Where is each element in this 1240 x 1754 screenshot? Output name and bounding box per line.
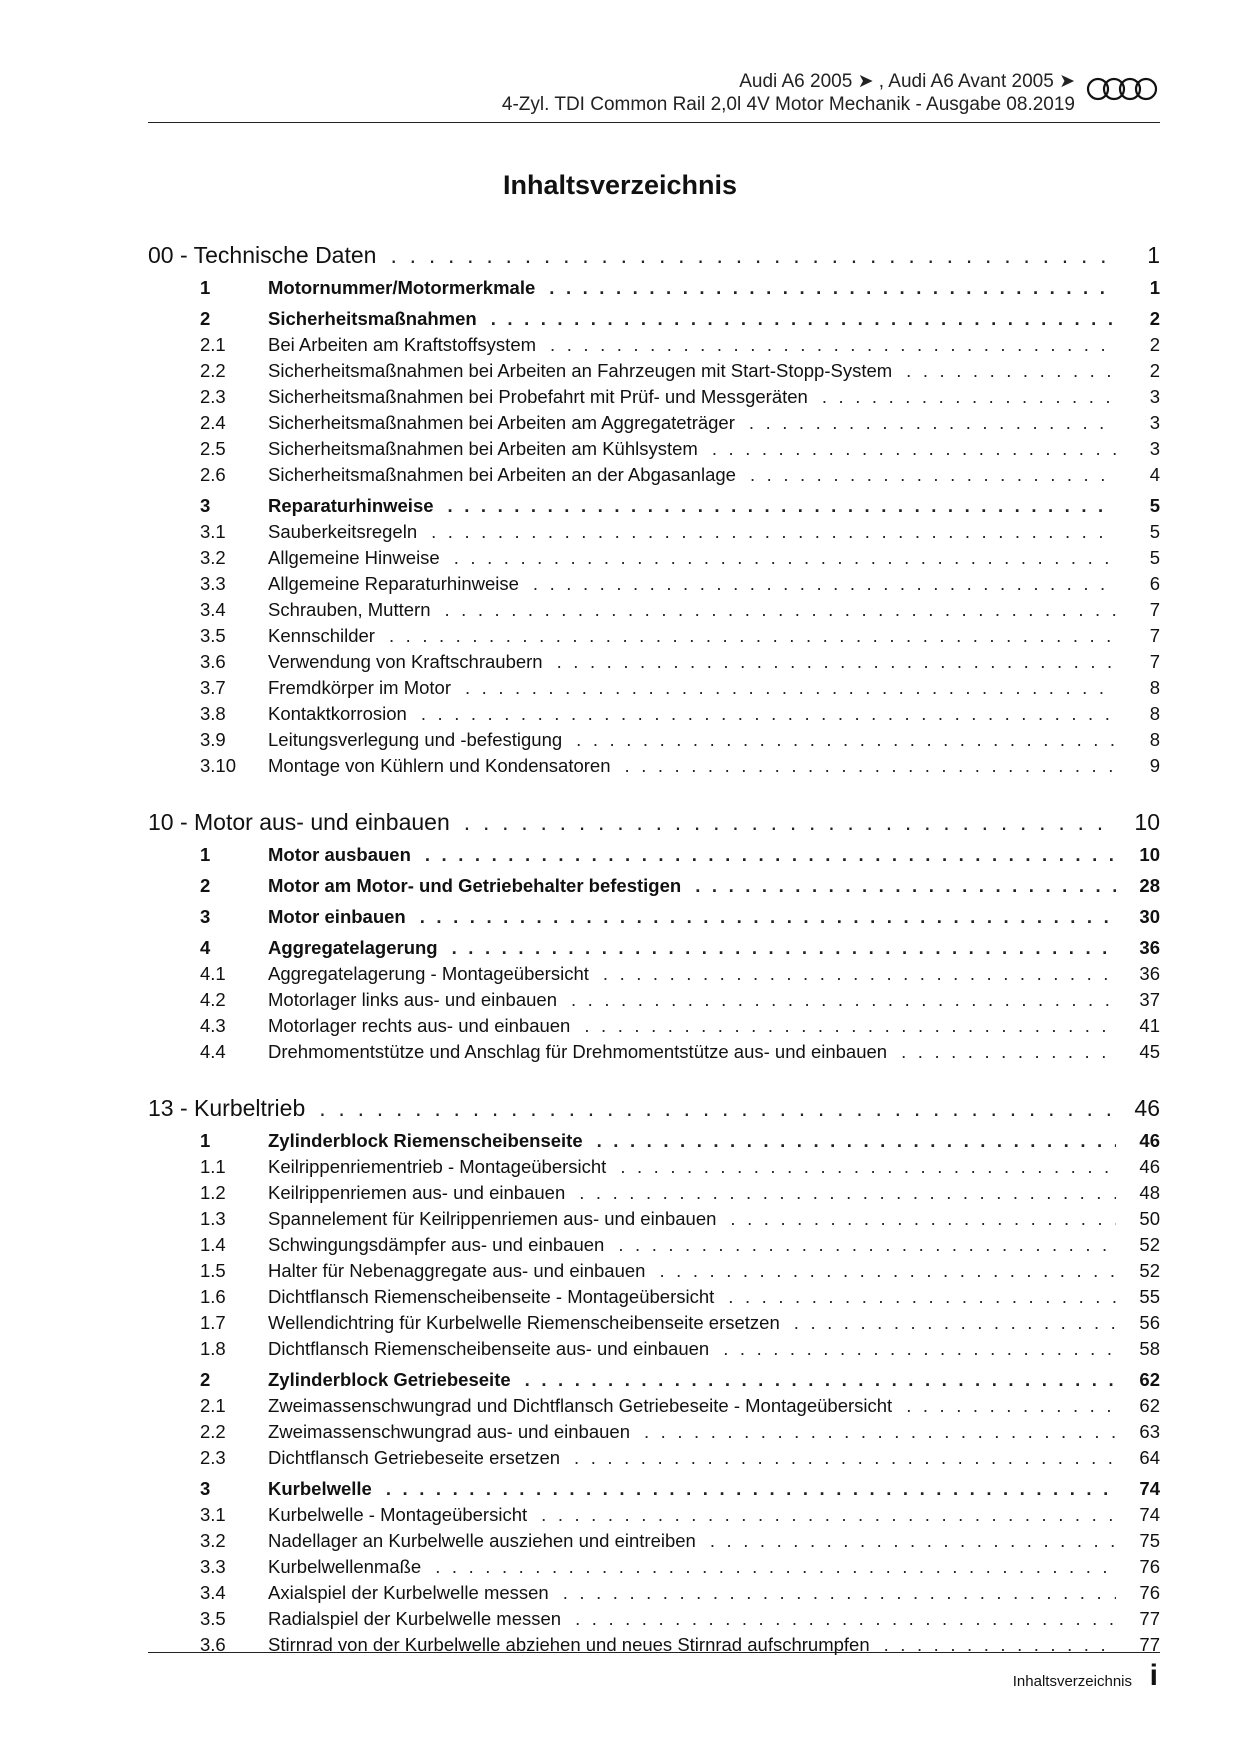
toc-page-number: 41 bbox=[1139, 1015, 1160, 1036]
toc-subsection-number: 2.1 bbox=[200, 334, 226, 355]
toc-subsection-title: Fremdkörper im Motor bbox=[268, 677, 451, 698]
toc-subsection-title: Leitungsverlegung und -befestigung bbox=[268, 729, 563, 750]
toc-subsection-title: Bei Arbeiten am Kraftstoffsystem bbox=[268, 334, 537, 355]
toc-section[interactable] bbox=[148, 844, 1160, 870]
toc-section-number: 1 bbox=[200, 844, 211, 865]
footer-page-number: i bbox=[1149, 1659, 1158, 1692]
toc-leader-dots bbox=[417, 521, 1116, 543]
toc-subsection-number: 1.6 bbox=[200, 1286, 226, 1307]
toc-subsection-title: Montage von Kühlern und Kondensatoren bbox=[268, 755, 611, 776]
toc-subsection-number: 1.2 bbox=[200, 1182, 226, 1203]
toc-leader-dots bbox=[549, 1582, 1116, 1604]
toc-subsection[interactable] bbox=[148, 1530, 1160, 1556]
toc-subsection-number: 3.4 bbox=[200, 1582, 226, 1603]
toc-page-number: 8 bbox=[1149, 703, 1160, 724]
toc-page-number: 4 bbox=[1149, 464, 1160, 485]
toc-subsection-title: Zweimassenschwungrad aus- und einbauen bbox=[268, 1421, 630, 1442]
toc-page-number: 52 bbox=[1139, 1260, 1160, 1281]
toc-page-number: 5 bbox=[1149, 495, 1160, 516]
toc-chapter-title: 00 - Technische Daten bbox=[148, 242, 377, 268]
toc-subsection-title: Schrauben, Muttern bbox=[268, 599, 431, 620]
toc-section[interactable] bbox=[148, 277, 1160, 303]
toc-leader-dots bbox=[565, 1182, 1116, 1204]
toc-subsection-title: Axialspiel der Kurbelwelle messen bbox=[268, 1582, 549, 1603]
toc-chapter[interactable] bbox=[148, 242, 1160, 272]
toc-page-number: 3 bbox=[1149, 412, 1160, 433]
toc-page-number: 36 bbox=[1139, 963, 1160, 984]
toc-section-title: Motor einbauen bbox=[268, 906, 406, 927]
toc-leader-dots bbox=[411, 844, 1116, 866]
toc-leader-dots bbox=[535, 277, 1116, 299]
toc-subsection-number: 1.8 bbox=[200, 1338, 226, 1359]
toc-leader-dots bbox=[438, 937, 1116, 959]
toc-subsection-number: 2.5 bbox=[200, 438, 226, 459]
toc-leader-dots bbox=[611, 755, 1116, 777]
toc-section[interactable] bbox=[148, 308, 1160, 334]
toc-subsection-number: 3.7 bbox=[200, 677, 226, 698]
toc-page-number: 62 bbox=[1139, 1395, 1160, 1416]
toc-subsection[interactable] bbox=[148, 1312, 1160, 1338]
toc-leader-dots bbox=[698, 438, 1116, 460]
toc-leader-dots bbox=[604, 1234, 1116, 1256]
toc-page-number: 7 bbox=[1149, 625, 1160, 646]
toc-page-number: 2 bbox=[1149, 360, 1160, 381]
toc-subsection-number: 3.8 bbox=[200, 703, 226, 724]
header-manual-line: 4-Zyl. TDI Common Rail 2,0l 4V Motor Mechanik - Ausgabe 08.2019 bbox=[501, 94, 1075, 115]
toc-subsection-title: Sauberkeitsregeln bbox=[268, 521, 418, 542]
toc-subsection-number: 3.3 bbox=[200, 1556, 226, 1577]
toc-subsection[interactable] bbox=[148, 438, 1160, 464]
toc-subsection-number: 3.6 bbox=[200, 651, 226, 672]
toc-leader-dots bbox=[892, 1395, 1116, 1417]
toc-leader-dots bbox=[716, 1208, 1116, 1230]
toc-page-number: 9 bbox=[1149, 755, 1160, 776]
toc-subsection[interactable] bbox=[148, 1156, 1160, 1182]
toc-page-number: 7 bbox=[1149, 651, 1160, 672]
toc-leader-dots bbox=[376, 242, 1116, 269]
toc-leader-dots bbox=[511, 1369, 1116, 1391]
toc-subsection-title: Zweimassenschwungrad und Dichtflansch Getriebeseite - Montageübersicht bbox=[268, 1395, 893, 1416]
toc-subsection[interactable] bbox=[148, 1395, 1160, 1421]
toc-subsection[interactable] bbox=[148, 703, 1160, 729]
toc-page-number: 77 bbox=[1139, 1634, 1160, 1655]
toc-leader-dots bbox=[645, 1260, 1116, 1282]
page-header bbox=[148, 70, 1160, 123]
toc-section[interactable] bbox=[148, 937, 1160, 963]
toc-subsection[interactable] bbox=[148, 963, 1160, 989]
toc-section-title: Reparaturhinweise bbox=[268, 495, 434, 516]
toc-subsection[interactable] bbox=[148, 547, 1160, 573]
toc-page-number: 6 bbox=[1149, 573, 1160, 594]
toc-subsection-title: Kurbelwellenmaße bbox=[268, 1556, 422, 1577]
toc-subsection-number: 2.3 bbox=[200, 1447, 226, 1468]
toc-subsection[interactable] bbox=[148, 1447, 1160, 1473]
toc-leader-dots bbox=[450, 809, 1116, 836]
toc-leader-dots bbox=[696, 1530, 1116, 1552]
toc-leader-dots bbox=[562, 729, 1116, 751]
toc-section-title: Aggregatelagerung bbox=[268, 937, 438, 958]
toc-subsection[interactable] bbox=[148, 1234, 1160, 1260]
toc-subsection[interactable] bbox=[148, 1208, 1160, 1234]
toc-subsection-title: Dichtflansch Riemenscheibenseite - Montageübersicht bbox=[268, 1286, 715, 1307]
toc-page-number: 46 bbox=[1139, 1156, 1160, 1177]
toc-page-number: 62 bbox=[1139, 1369, 1160, 1390]
toc-leader-dots bbox=[887, 1041, 1116, 1063]
toc-subsection[interactable] bbox=[148, 1634, 1160, 1660]
toc-subsection-number: 3.1 bbox=[200, 521, 226, 542]
toc-page-number: 5 bbox=[1149, 547, 1160, 568]
toc-subsection-number: 1.5 bbox=[200, 1260, 226, 1281]
toc-section[interactable] bbox=[148, 906, 1160, 932]
toc-leader-dots bbox=[536, 334, 1116, 356]
toc-leader-dots bbox=[406, 906, 1116, 928]
toc-section-title: Motor ausbauen bbox=[268, 844, 411, 865]
toc-subsection-number: 1.4 bbox=[200, 1234, 226, 1255]
toc-section-number: 2 bbox=[200, 308, 211, 329]
toc-page-number: 48 bbox=[1139, 1182, 1160, 1203]
toc-page-number: 52 bbox=[1139, 1234, 1160, 1255]
toc-subsection-number: 1.1 bbox=[200, 1156, 226, 1177]
toc-subsection-number: 3.3 bbox=[200, 573, 226, 594]
toc-subsection-title: Wellendichtring für Kurbelwelle Riemenscheibenseite ersetzen bbox=[268, 1312, 780, 1333]
toc-subsection[interactable] bbox=[148, 1041, 1160, 1067]
toc-leader-dots bbox=[570, 1015, 1116, 1037]
toc-subsection[interactable] bbox=[148, 989, 1160, 1015]
toc-page-number: 7 bbox=[1149, 599, 1160, 620]
toc-page-number: 74 bbox=[1139, 1478, 1160, 1499]
toc-subsection-number: 3.9 bbox=[200, 729, 226, 750]
toc-page-number: 2 bbox=[1149, 308, 1160, 329]
toc-section[interactable] bbox=[148, 495, 1160, 521]
toc-page-number: 56 bbox=[1139, 1312, 1160, 1333]
toc-subsection-title: Kontaktkorrosion bbox=[268, 703, 407, 724]
toc-section-number: 2 bbox=[200, 1369, 211, 1390]
toc-subsection-title: Keilrippenriementrieb - Montageübersicht bbox=[268, 1156, 607, 1177]
audi-rings-icon bbox=[1086, 76, 1158, 102]
toc-leader-dots bbox=[421, 1556, 1116, 1578]
toc-subsection[interactable] bbox=[148, 334, 1160, 360]
toc-subsection-number: 3.10 bbox=[200, 755, 237, 776]
toc-section-title: Motor am Motor- und Getriebehalter befestigen bbox=[268, 875, 682, 896]
toc-page-number: 50 bbox=[1139, 1208, 1160, 1229]
toc-subsection-number: 2.6 bbox=[200, 464, 226, 485]
toc-subsection-number: 4.4 bbox=[200, 1041, 226, 1062]
toc-leader-dots bbox=[440, 547, 1116, 569]
page-footer bbox=[148, 1652, 1160, 1692]
toc-section-number: 3 bbox=[200, 1478, 211, 1499]
toc-subsection[interactable] bbox=[148, 412, 1160, 438]
toc-leader-dots bbox=[543, 651, 1116, 673]
toc-page-number: 37 bbox=[1139, 989, 1160, 1010]
toc-subsection-title: Allgemeine Reparaturhinweise bbox=[268, 573, 519, 594]
toc-section-number: 3 bbox=[200, 495, 211, 516]
toc-subsection-title: Schwingungsdämpfer aus- und einbauen bbox=[268, 1234, 605, 1255]
toc-page-number: 5 bbox=[1149, 521, 1160, 542]
toc-subsection[interactable] bbox=[148, 573, 1160, 599]
toc-subsection-number: 2.4 bbox=[200, 412, 226, 433]
toc-subsection-title: Motorlager rechts aus- und einbauen bbox=[268, 1015, 571, 1036]
toc-leader-dots bbox=[519, 573, 1116, 595]
page-title: Inhaltsverzeichnis bbox=[502, 170, 738, 200]
toc-leader-dots bbox=[430, 599, 1116, 621]
toc-subsection-title: Sicherheitsmaßnahmen bei Probefahrt mit Prüf- und Messgeräten bbox=[268, 386, 808, 407]
toc-subsection-title: Nadellager an Kurbelwelle ausziehen und eintreiben bbox=[268, 1530, 696, 1551]
footer-label: Inhaltsverzeichnis bbox=[1012, 1673, 1132, 1690]
toc-subsection-title: Radialspiel der Kurbelwelle messen bbox=[268, 1608, 562, 1629]
toc-subsection-title: Halter für Nebenaggregate aus- und einbauen bbox=[268, 1260, 646, 1281]
toc-subsection[interactable] bbox=[148, 755, 1160, 781]
toc-section-number: 3 bbox=[200, 906, 211, 927]
toc-subsection-number: 3.2 bbox=[200, 547, 226, 568]
toc-leader-dots bbox=[434, 495, 1116, 517]
toc-page-number: 3 bbox=[1149, 386, 1160, 407]
toc-subsection-title: Stirnrad von der Kurbelwelle abziehen und neues Stirnrad aufschrumpfen bbox=[268, 1634, 870, 1655]
toc-leader-dots bbox=[451, 677, 1116, 699]
toc-subsection[interactable] bbox=[148, 1182, 1160, 1208]
toc-subsection-number: 3.5 bbox=[200, 1608, 226, 1629]
toc-section-number: 2 bbox=[200, 875, 211, 896]
toc-subsection[interactable] bbox=[148, 1015, 1160, 1041]
toc-subsection-number: 3.1 bbox=[200, 1504, 226, 1525]
toc-subsection-number: 3.5 bbox=[200, 625, 226, 646]
toc-section[interactable] bbox=[148, 1130, 1160, 1156]
toc-section-title: Zylinderblock Getriebeseite bbox=[268, 1369, 511, 1390]
toc-leader-dots bbox=[305, 1095, 1116, 1122]
toc-subsection[interactable] bbox=[148, 1608, 1160, 1634]
toc-page-number: 30 bbox=[1139, 906, 1160, 927]
toc-subsection-title: Drehmomentstütze und Anschlag für Drehmomentstütze aus- und einbauen bbox=[268, 1041, 888, 1062]
toc-leader-dots bbox=[714, 1286, 1116, 1308]
toc-subsection-title: Keilrippenriemen aus- und einbauen bbox=[268, 1182, 566, 1203]
toc-page-number: 8 bbox=[1149, 729, 1160, 750]
toc-subsection[interactable] bbox=[148, 651, 1160, 677]
toc-page-number: 10 bbox=[1139, 844, 1160, 865]
toc-subsection-number: 2.3 bbox=[200, 386, 226, 407]
toc-subsection[interactable] bbox=[148, 677, 1160, 703]
toc-subsection[interactable] bbox=[148, 521, 1160, 547]
toc-leader-dots bbox=[583, 1130, 1116, 1152]
toc-leader-dots bbox=[709, 1338, 1116, 1360]
table-of-contents bbox=[148, 242, 1160, 1660]
toc-page-number: 63 bbox=[1139, 1421, 1160, 1442]
toc-section-title: Sicherheitsmaßnahmen bbox=[268, 308, 477, 329]
toc-page-number: 76 bbox=[1139, 1582, 1160, 1603]
toc-section-title: Zylinderblock Riemenscheibenseite bbox=[268, 1130, 583, 1151]
toc-subsection-number: 4.3 bbox=[200, 1015, 226, 1036]
toc-subsection-number: 4.1 bbox=[200, 963, 226, 984]
toc-section-title: Motornummer/Motormerkmale bbox=[268, 277, 536, 298]
toc-subsection-number: 2.2 bbox=[200, 360, 226, 381]
toc-leader-dots bbox=[372, 1478, 1116, 1500]
toc-section-number: 1 bbox=[200, 277, 211, 298]
toc-subsection-number: 3.2 bbox=[200, 1530, 226, 1551]
toc-section[interactable] bbox=[148, 1478, 1160, 1504]
toc-subsection[interactable] bbox=[148, 599, 1160, 625]
toc-subsection[interactable] bbox=[148, 1582, 1160, 1608]
toc-subsection[interactable] bbox=[148, 360, 1160, 386]
toc-subsection-title: Sicherheitsmaßnahmen bei Arbeiten an der Abgasanlage bbox=[268, 464, 736, 485]
toc-leader-dots bbox=[589, 963, 1116, 985]
toc-page-number: 10 bbox=[1134, 809, 1160, 835]
toc-page-number: 46 bbox=[1134, 1095, 1160, 1121]
toc-subsection[interactable] bbox=[148, 1504, 1160, 1530]
toc-section-title: Kurbelwelle bbox=[268, 1478, 372, 1499]
toc-subsection-title: Aggregatelagerung - Montageübersicht bbox=[268, 963, 589, 984]
toc-leader-dots bbox=[808, 386, 1116, 408]
toc-chapter[interactable] bbox=[148, 809, 1160, 839]
toc-page-number: 1 bbox=[1149, 277, 1160, 298]
toc-leader-dots bbox=[735, 412, 1116, 434]
toc-subsection-number: 3.6 bbox=[200, 1634, 226, 1655]
toc-page-number: 74 bbox=[1139, 1504, 1160, 1525]
toc-subsection-title: Motorlager links aus- und einbauen bbox=[268, 989, 557, 1010]
toc-leader-dots bbox=[892, 360, 1116, 382]
toc-subsection-number: 4.2 bbox=[200, 989, 226, 1010]
toc-subsection-title: Sicherheitsmaßnahmen bei Arbeiten am Aggregateträger bbox=[268, 412, 735, 433]
header-vehicle-line: Audi A6 2005 ➤ , Audi A6 Avant 2005 ➤ bbox=[739, 71, 1075, 92]
toc-leader-dots bbox=[375, 625, 1116, 647]
toc-leader-dots bbox=[561, 1608, 1116, 1630]
toc-page-number: 58 bbox=[1139, 1338, 1160, 1359]
toc-subsection-number: 3.4 bbox=[200, 599, 226, 620]
toc-subsection-title: Sicherheitsmaßnahmen bei Arbeiten an Fahrzeugen mit Start-Stopp-System bbox=[268, 360, 893, 381]
toc-subsection-title: Kennschilder bbox=[268, 625, 375, 646]
toc-section[interactable] bbox=[148, 875, 1160, 901]
toc-leader-dots bbox=[560, 1447, 1116, 1469]
toc-subsection-title: Kurbelwelle - Montageübersicht bbox=[268, 1504, 528, 1525]
toc-subsection[interactable] bbox=[148, 1286, 1160, 1312]
toc-subsection-title: Allgemeine Hinweise bbox=[268, 547, 440, 568]
toc-page-number: 77 bbox=[1139, 1608, 1160, 1629]
toc-leader-dots bbox=[557, 989, 1116, 1011]
toc-subsection-title: Spannelement für Keilrippenriemen aus- und einbauen bbox=[268, 1208, 717, 1229]
toc-subsection[interactable] bbox=[148, 464, 1160, 490]
toc-section[interactable] bbox=[148, 1369, 1160, 1395]
toc-page-number: 76 bbox=[1139, 1556, 1160, 1577]
toc-page-number: 64 bbox=[1139, 1447, 1160, 1468]
toc-subsection-number: 1.7 bbox=[200, 1312, 226, 1333]
toc-subsection-title: Dichtflansch Getriebeseite ersetzen bbox=[268, 1447, 561, 1468]
toc-page-number: 1 bbox=[1147, 242, 1160, 268]
toc-page-number: 75 bbox=[1139, 1530, 1160, 1551]
toc-subsection-number: 2.2 bbox=[200, 1421, 226, 1442]
toc-page-number: 55 bbox=[1139, 1286, 1160, 1307]
toc-page-number: 36 bbox=[1139, 937, 1160, 958]
toc-chapter[interactable] bbox=[148, 1095, 1160, 1125]
toc-subsection-title: Dichtflansch Riemenscheibenseite aus- und einbauen bbox=[268, 1338, 710, 1359]
toc-page-number: 46 bbox=[1139, 1130, 1160, 1151]
toc-page-number: 3 bbox=[1149, 438, 1160, 459]
toc-leader-dots bbox=[630, 1421, 1116, 1443]
toc-page-number: 45 bbox=[1139, 1041, 1160, 1062]
toc-leader-dots bbox=[527, 1504, 1116, 1526]
toc-page-number: 8 bbox=[1149, 677, 1160, 698]
toc-subsection-title: Sicherheitsmaßnahmen bei Arbeiten am Kühlsystem bbox=[268, 438, 698, 459]
toc-subsection[interactable] bbox=[148, 1260, 1160, 1286]
toc-subsection[interactable] bbox=[148, 625, 1160, 651]
toc-subsection-number: 1.3 bbox=[200, 1208, 226, 1229]
toc-leader-dots bbox=[736, 464, 1116, 486]
toc-page-number: 28 bbox=[1139, 875, 1160, 896]
toc-leader-dots bbox=[681, 875, 1116, 897]
toc-subsection[interactable] bbox=[148, 729, 1160, 755]
toc-subsection[interactable] bbox=[148, 386, 1160, 412]
toc-subsection-title: Verwendung von Kraftschraubern bbox=[268, 651, 543, 672]
header-text bbox=[502, 70, 1075, 116]
toc-leader-dots bbox=[780, 1312, 1116, 1334]
toc-leader-dots bbox=[407, 703, 1116, 725]
toc-subsection[interactable] bbox=[148, 1556, 1160, 1582]
toc-subsection-number: 2.1 bbox=[200, 1395, 226, 1416]
toc-leader-dots bbox=[477, 308, 1116, 330]
toc-chapter-title: 13 - Kurbeltrieb bbox=[148, 1095, 306, 1121]
toc-leader-dots bbox=[606, 1156, 1116, 1178]
toc-chapter-title: 10 - Motor aus- und einbauen bbox=[148, 809, 450, 835]
toc-section-number: 1 bbox=[200, 1130, 211, 1151]
toc-section-number: 4 bbox=[200, 937, 211, 958]
toc-subsection[interactable] bbox=[148, 1338, 1160, 1364]
toc-subsection[interactable] bbox=[148, 1421, 1160, 1447]
toc-page-number: 2 bbox=[1149, 334, 1160, 355]
